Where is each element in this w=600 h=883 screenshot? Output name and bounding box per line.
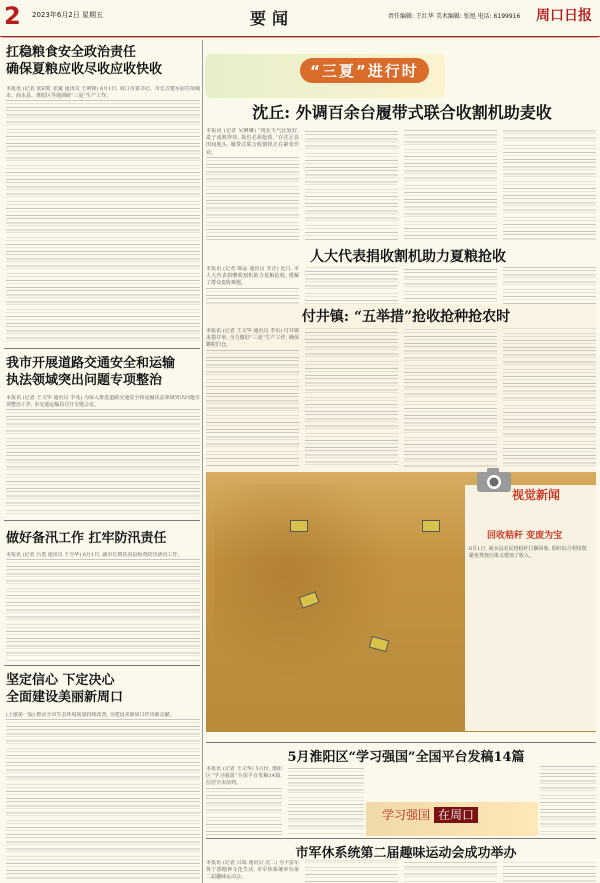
article-traffic-safety: 本报讯 (记者 王文华 通讯员 李兆) 为深入推进道路交通安全和运输执法领域突出问题专项整治工作, 市交通运输局召开专题会议。: [6, 395, 200, 517]
column-divider: [206, 838, 596, 839]
visual-news-label: 视觉新闻: [512, 488, 561, 502]
newspaper-brand: 周口日报: [536, 8, 592, 24]
xuexi-band-label: 学习强国 在周口: [382, 806, 478, 823]
masthead: [0, 0, 600, 37]
harvester-icon: [422, 520, 440, 532]
article-flood-prevention: 本报讯 (记者 吕勇 通讯员 王令华) 6月1日, 副市长到扶沟县检查防汛备汛工作。: [6, 552, 200, 662]
headline-fujing: 付井镇: “五举措”抢收抢种抢农时: [301, 309, 511, 325]
headline-xuexi: 5月淮阳区“学习强国”全国平台发稿14篇: [287, 750, 525, 765]
article-xuexi-continued: [540, 766, 596, 836]
date-line: 2023年6月2日 星期五: [32, 11, 103, 19]
article-npc-harvester: 本报讯 (记者 韩晶 通讯员 李洋) 近日, 市人大代表捐赠收割机助力夏粮抢收, 缓解了群众麦收难题。: [206, 266, 596, 304]
column-divider: [4, 665, 200, 666]
article-grain-security: 本报讯 (记者 张彩虹 张斌 通讯员 王利锋) 6月1日, 周口市委书记、市长吉建军前往项城市、商水县、淮阳区等地调研“三夏”生产工作。: [6, 86, 200, 344]
headline-beautiful-zhoukou: 坚定信心 下定决心 全面建设美丽新周口: [6, 673, 124, 705]
article-beautiful-zhoukou: (上接第一版) 推动全市生态环境质量持续改善, 为建设美丽周口作出新贡献。: [6, 712, 200, 880]
headline-shenqiu: 沈丘: 外调百余台履带式联合收割机助麦收: [252, 103, 552, 122]
xuexi-band-tag: 在周口: [434, 807, 478, 823]
column-divider: [4, 348, 200, 349]
article-xuexi: 本报讯 (记者 王文华) 5月份, 淮阳区“学习强国”全国平台发稿14篇, 位居全市前列。: [206, 766, 364, 836]
harvester-icon: [290, 520, 308, 532]
masthead-divider: [2, 37, 598, 38]
editor-credits: 责任编辑: 王红华 美术编辑: 张旭 电话: 6199916: [388, 13, 521, 20]
visual-news-panel: [465, 485, 596, 731]
column-rule: [202, 40, 203, 883]
section-title: 要闻: [250, 9, 295, 28]
headline-grain-security: 扛稳粮食安全政治责任 确保夏粮应收尽收应收快收: [6, 45, 163, 77]
article-sports-meet: 本报讯 (记者 吕瑞 通讯员 沈二) 为丰富军休干部精神文化生活, 市军休系统举办第二届趣味运动会。: [206, 860, 596, 882]
headline-npc-harvester: 人大代表捐收割机助力夏粮抢收: [310, 249, 506, 265]
harvest-area: [214, 484, 398, 680]
headline-sports-meet: 市军休系统第二届趣味运动会成功举办: [295, 846, 517, 861]
headline-traffic-safety: 我市开展道路交通安全和运输 执法领域突出问题专项整治: [6, 356, 176, 388]
article-shenqiu: 本报讯 (记者 吴琳琳) “现在天气比较好, 麦子成熟得快, 我们必须抢收。”在沈丘县田间地头, 履带式联合收割机正在紧张作业。: [206, 128, 596, 240]
article-fujing: 本报讯 (记者 王文华 通讯员 李东) 付井镇多措并举, 全力做好“三夏”生产工作, 确保颗粒归仓。: [206, 328, 596, 468]
column-divider: [206, 742, 596, 743]
sanxia-banner-label: “三夏”进行时: [300, 58, 429, 83]
headline-flood-prevention: 做好备汛工作 扛牢防汛责任: [6, 531, 167, 546]
page-number: 2: [4, 2, 21, 30]
visual-news-text: 6月1日, 商水县农民将秸秆打捆回收, 秸秆综合利用既避免焚烧污染又增加了收入。: [469, 546, 587, 560]
column-divider: [4, 520, 200, 521]
visual-news-caption: 回收秸秆 变废为宝: [487, 531, 563, 541]
